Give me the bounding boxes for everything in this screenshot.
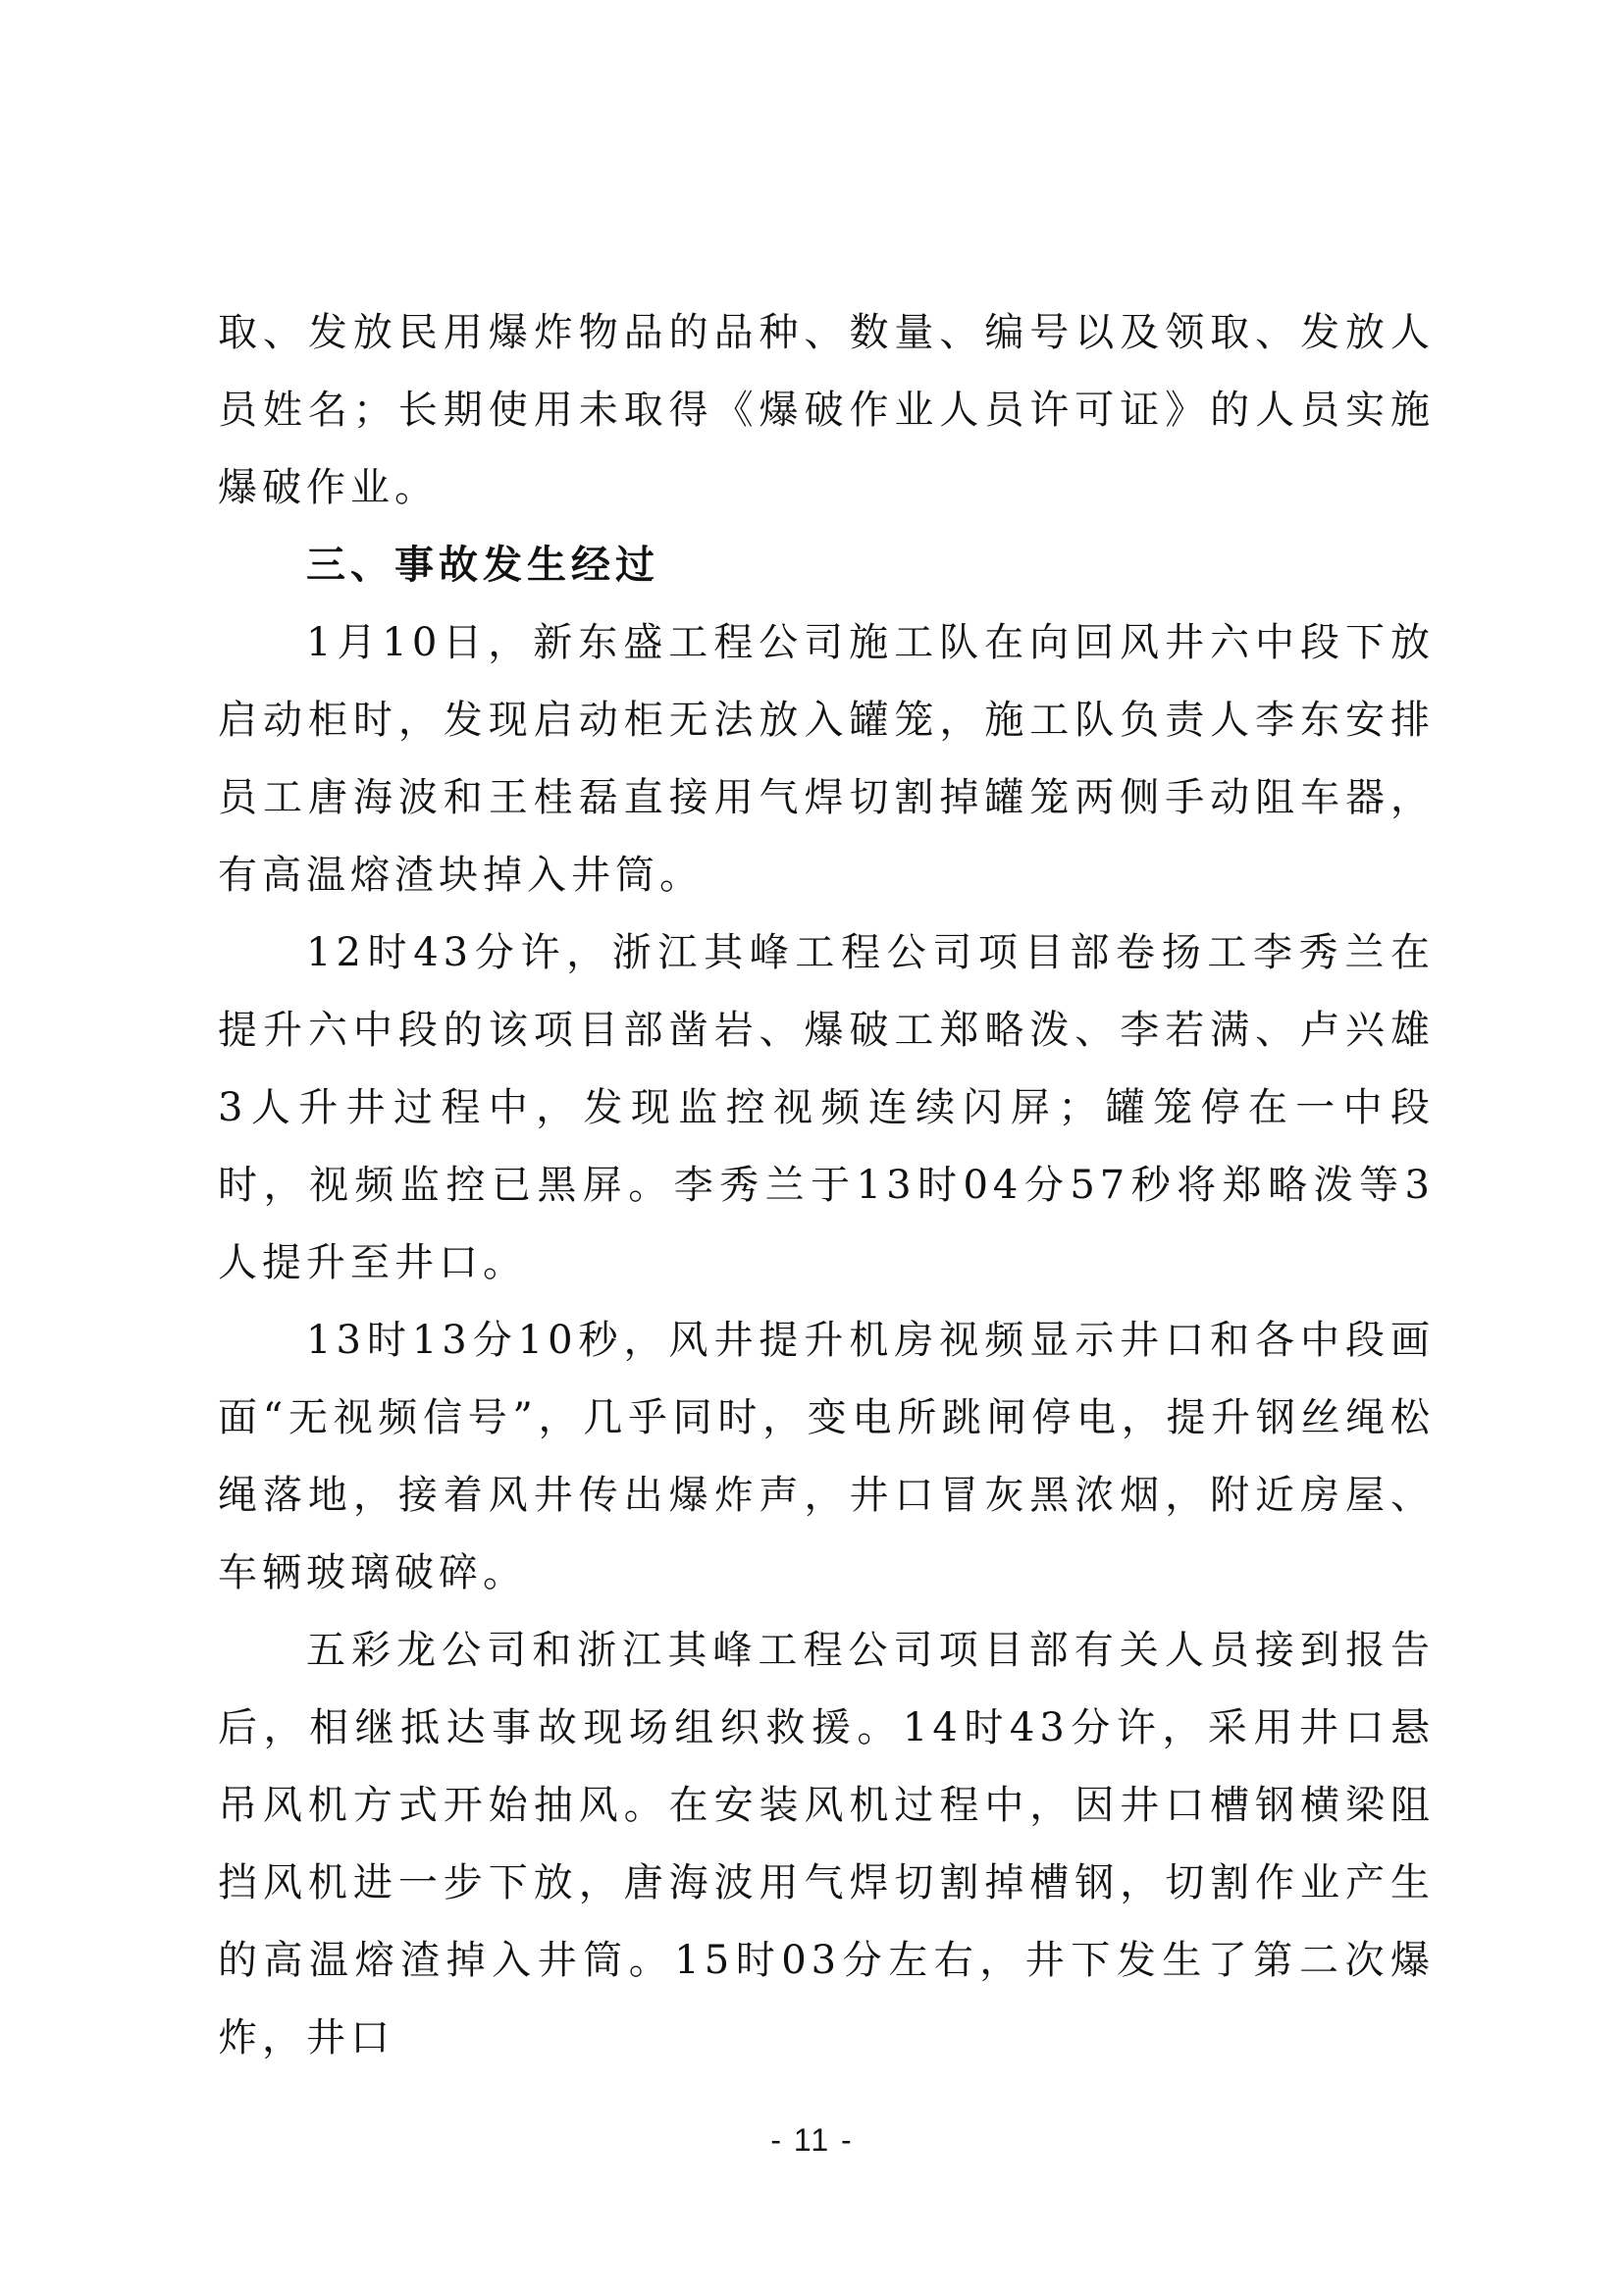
page-number: - 11 - (770, 2122, 854, 2158)
paragraph-continuation: 取、发放民用爆炸物品的品种、数量、编号以及领取、发放人员姓名；长期使用未取得《爆破作业人员许可证》的人员实施爆破作业。 (218, 310, 1435, 510)
paragraph: 五彩龙公司和浙江其峰工程公司项目部有关人员接到报告后，相继抵达事故现场组织救援。14时43分许，采用井口悬吊风机方式开始抽风。在安装风机过程中，因井口槽钢横梁阻挡风机进一步下放，唐海波用气焊切割掉槽钢，切割作业产生的高温熔渣掉入井筒。15时03分左右，井下发生了第二次爆炸，井口 (218, 1628, 1435, 2060)
paragraph: 13时13分10秒，风井提升机房视频显示井口和各中段画面“无视频信号”，几乎同时，变电所跳闸停电，提升钢丝绳松绳落地，接着风井传出爆炸声，井口冒灰黑浓烟，附近房屋、车辆玻璃破碎。 (218, 1318, 1435, 1595)
paragraph: 12时43分许，浙江其峰工程公司项目部卷扬工李秀兰在提升六中段的该项目部凿岩、爆破工郑略泼、李若满、卢兴雄3人升井过程中，发现监控视频连续闪屏；罐笼停在一中段时，视频监控已黑屏。李秀兰于13时04分57秒将郑略泼等3人提升至井口。 (218, 930, 1435, 1285)
document-body (218, 294, 1435, 2077)
paragraph: 1月10日，新东盛工程公司施工队在向回风井六中段下放启动柜时，发现启动柜无法放入罐笼，施工队负责人李东安排员工唐海波和王桂磊直接用气焊切割掉罐笼两侧手动阻车器，有高温熔渣块掉入井筒。 (218, 620, 1435, 898)
section-heading: 三、事故发生经过 (306, 543, 659, 588)
